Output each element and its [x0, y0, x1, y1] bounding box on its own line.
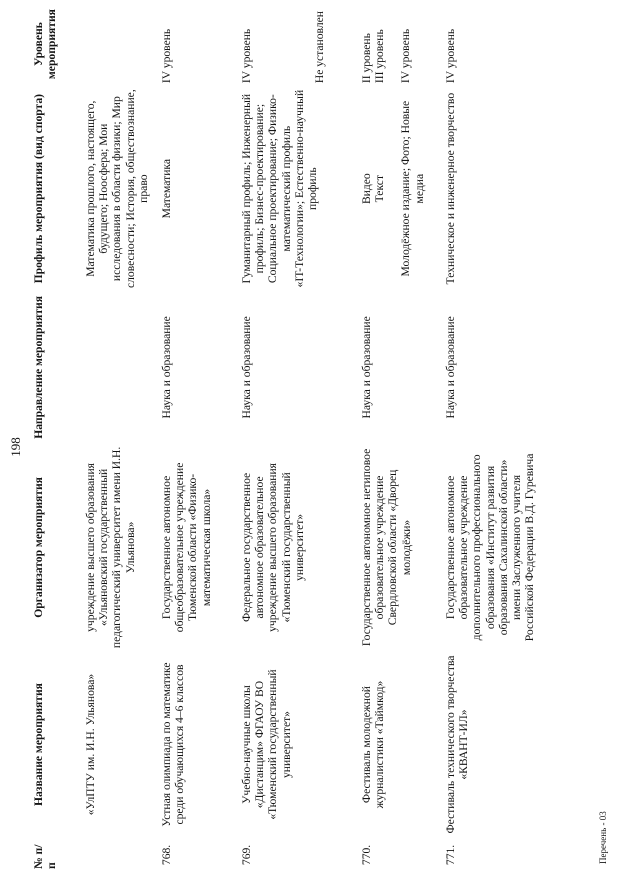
header-organizer: Организатор мероприятия [32, 477, 45, 618]
page-number: 198 [8, 437, 23, 457]
event-direction [82, 291, 158, 443]
row-num: 768. [160, 844, 173, 866]
event-profile [358, 86, 442, 291]
profile-line: Видео [360, 173, 373, 205]
level-line: IV уровень [399, 28, 413, 84]
event-name: «УлПТУ им. И.Н. Ульянова» [84, 673, 97, 816]
event-name: Учебно-научные школы «Дистанцим» ФГАОУ ВО «Тюменский государственный университет» [240, 669, 293, 820]
event-name: Фестиваль технического творчества «КВАНТ-ИЛ» [444, 655, 471, 834]
event-organizer: Федеральное государственное автономное образовательное учреждение высшего образования «Тюменский государственный университет» [240, 462, 306, 632]
event-direction: Наука и образование [240, 316, 253, 419]
row-num: 770. [360, 844, 373, 866]
events-table [30, 2, 592, 872]
level-line: II уровень [360, 33, 373, 84]
profile-line: Гуманитарный профиль; Инженерный профиль; Бизнес-проектирование; Социальное проектирование; Физико-математический профиль [240, 93, 293, 284]
header-level: Уровень мероприятия [32, 9, 59, 80]
table-row [238, 2, 358, 872]
event-profile: Математика прошлого, настоящего, будущего; Ноосфера; Мои исследования в области физики; Мир словесности; История, обществознание, право [84, 89, 150, 289]
profile-line: Молодёжное издание; Фото; Новые медиа [399, 100, 426, 277]
event-level: IV уровень [160, 28, 173, 84]
event-level [358, 2, 442, 86]
level-line: III уровень [373, 29, 387, 84]
event-organizer: Государственное автономное образовательное учреждение дополнительного профессионального образования «Институт развития образования Сахалинской области» имени Заслуженного учителя Российской Федерации В.Д. Гуревича [444, 453, 537, 642]
table-row [158, 2, 238, 872]
event-name: Фестиваль молодежной журналистики «Таймкод» [360, 680, 387, 809]
table-row [442, 2, 592, 872]
event-direction: Наука и образование [160, 316, 173, 419]
row-num: 769. [240, 844, 253, 866]
row-num [82, 838, 158, 872]
event-level [82, 2, 158, 86]
footer-label: Перечень - 03 [598, 811, 608, 864]
header-name: Название мероприятия [32, 683, 45, 807]
event-profile: Техническое и инженерное творчество [444, 92, 457, 285]
event-direction: Наука и образование [444, 316, 457, 419]
header-profile: Профиль мероприятия (вид спорта) [32, 93, 45, 284]
table-header-row [30, 2, 82, 872]
row-num: 771. [444, 844, 457, 866]
event-direction: Наука и образование [360, 316, 373, 419]
profile-line: «IT-Технологии»; Естественно-научный профиль [292, 89, 320, 288]
level-line: IV уровень [240, 28, 253, 84]
profile-line: Текст [373, 174, 387, 203]
event-profile [238, 86, 358, 291]
header-num: № п/п [32, 844, 59, 869]
event-level: IV уровень [444, 28, 457, 84]
event-organizer: Государственное автономное общеобразовательное учреждение Тюменской области «Физико-математическая школа» [160, 462, 213, 633]
header-direction: Направление мероприятия [32, 296, 45, 439]
event-organizer: учреждение высшего образования «Ульяновский государственный педагогический университет имени И.Н. Ульянова» [84, 446, 137, 649]
event-organizer: Государственное автономное нетиповое образовательное учреждение Свердловской области «Дворец молодёжи» [360, 448, 413, 647]
level-line: Не установлен [313, 10, 327, 84]
table-row [358, 2, 442, 872]
table-row [82, 2, 158, 872]
event-profile: Математика [160, 158, 173, 219]
event-name: Устная олимпиада по математике среди обучающихся 4–6 классов [160, 662, 187, 827]
event-level [238, 2, 358, 86]
